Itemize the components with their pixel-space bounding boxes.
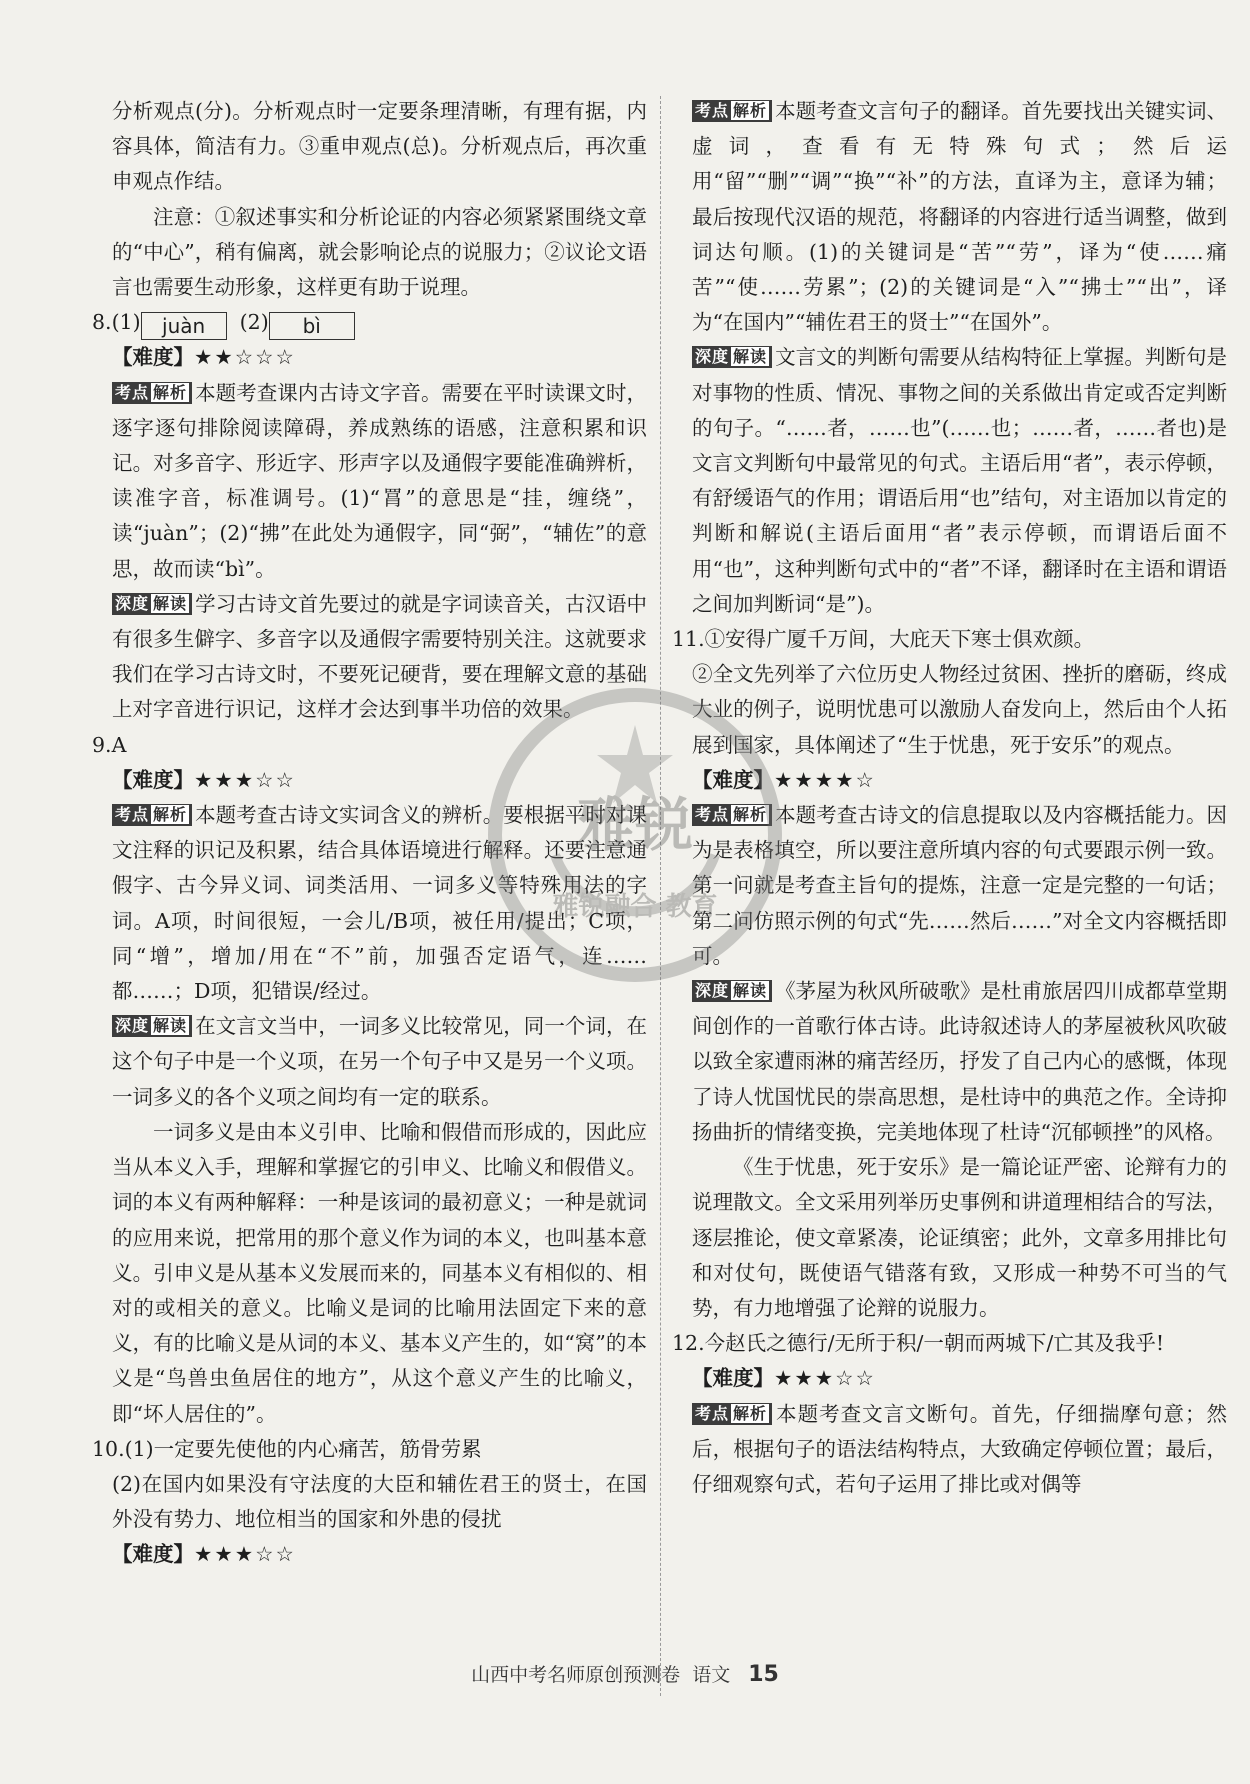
kaodian-jiexi-tag: 考点 解析 — [112, 382, 192, 404]
page-number: 15 — [748, 1662, 779, 1687]
question-number: 12. — [672, 1331, 705, 1356]
question-8-answer — [92, 305, 647, 340]
kaodian-jiexi-tag: 考点 解析 — [692, 1403, 772, 1425]
shendu-text: 文言文的判断句需要从结构特征上掌握。判断句是对事物的性质、情况、事物之间的关系做出肯定或否定判断的句子。“……者，……也”(……也；……者，……者也)是文言文判断句中最常见的句式。主语后用“者”，表示停顿，有舒缓语气的作用；谓语后用“也”结句，对主语加以肯定的判断和解说(主语后面用“者”表示停顿，而谓语后面不用“也”，这种判断句式中的“者”不译，翻译时在主语和谓语之间加判断词“是”)。 — [692, 345, 1227, 616]
shendu-jiedu-tag: 深度 解读 — [692, 980, 772, 1002]
part-label: (1) — [111, 310, 141, 335]
question-12-difficulty — [692, 1361, 1227, 1396]
kaodian-text: 本题考查古诗文的信息提取以及内容概括能力。因为是表格填空，所以要注意所填内容的句式要跟示例一致。第一问就是考查主旨句的提炼，注意一定是完整的一句话；第二问仿照示例的句式“先……然后……”对全文内容概括即可。 — [692, 803, 1227, 968]
difficulty-stars: ★★★☆☆ — [774, 1366, 876, 1391]
shendu-jiedu-tag: 深度 解读 — [112, 593, 192, 615]
question-10-answer-1 — [92, 1432, 647, 1467]
difficulty-stars: ★★★☆☆ — [194, 1542, 296, 1567]
question-10-kaodian — [692, 94, 1227, 340]
question-number: 10. — [92, 1436, 125, 1461]
difficulty-label: 【难度】 — [112, 1542, 194, 1567]
difficulty-label: 【难度】 — [692, 1366, 774, 1391]
shendu-jiedu-tag: 深度 解读 — [692, 346, 772, 368]
difficulty-stars: ★★★☆☆ — [194, 767, 296, 792]
pinyin-answer-box: juàn — [141, 312, 227, 340]
watermark-logo — [485, 685, 785, 985]
question-11-answer-1 — [672, 622, 1227, 657]
difficulty-label: 【难度】 — [112, 345, 194, 370]
svg-text:雅锐: 雅锐 — [576, 791, 694, 859]
svg-text:雅锐融合 教育: 雅锐融合 教育 — [552, 892, 718, 922]
kaodian-text: 本题考查课内古诗文字音。需要在平时读课文时，逐字逐句排除阅读障碍，养成熟练的语感，注意积累和识记。对多音字、形近字、形声字以及通假字要能准确辨析，读准字音，标准调号。(1)“罥”的意思是“挂，缠绕”，读“juàn”；(2)“拂”在此处为通假字，同“弼”，“辅佐”的意思，故而读“bì”。 — [112, 380, 647, 581]
left-paragraph-2: 注意：①叙述事实和分析论证的内容必须紧紧围绕文章的“中心”，稍有偏离，就会影响论点的说服力；②议论文语言也需要生动形象，这样更有助于说理。 — [112, 204, 647, 300]
question-11-shendu — [692, 974, 1227, 1150]
kaodian-jiexi-tag: 考点 解析 — [692, 804, 772, 826]
question-8-kaodian — [112, 376, 647, 587]
kaodian-jiexi-tag: 考点 解析 — [692, 100, 772, 122]
difficulty-label: 【难度】 — [692, 767, 774, 792]
kaodian-text: 本题考查文言文断句。首先，仔细揣摩句意；然后，根据句子的语法结构特点，大致确定停顿位置；最后，仔细观察句式，若句子运用了排比或对偶等 — [692, 1401, 1227, 1496]
shendu-text: 《茅屋为秋风所破歌》是杜甫旅居四川成都草堂期间创作的一首歌行体古诗。此诗叙述诗人的茅屋被秋风吹破以致全家遭雨淋的痛苦经历，抒发了自己内心的感慨，体现了诗人忧国忧民的崇高思想，是杜诗中的典范之作。全诗抑扬曲折的情绪变换，完美地体现了杜诗“沉郁顿挫”的风格。 — [692, 979, 1227, 1144]
shendu-jiedu-tag: 深度 解读 — [112, 1015, 192, 1037]
shendu-text: 在文言文当中，一词多义比较常见，同一个词，在这个句子中是一个义项，在另一个句子中又是另一个义项。一词多义的各个义项之间均有一定的联系。 — [112, 1014, 647, 1109]
answer-text: (1)一定要先使他的内心痛苦，筋骨劳累 — [124, 1436, 482, 1461]
kaodian-text: 本题考查文言句子的翻译。首先要找出关键实词、虚词，查看有无特殊句式；然后运用“留”“删”“调”“换”“补”的方法，直译为主，意译为辅；最后按现代汉语的规范，将翻译的内容进行适当调整，做到词达句顺。(1)的关键词是“苦”“劳”，译为“使……痛苦”“使……劳累”；(2)的关键词是“入”“拂士”“出”，译为“在国内”“辅佐君王的贤士”“在国外”。 — [692, 99, 1227, 335]
question-10-difficulty — [112, 1537, 647, 1572]
question-number: 8. — [92, 310, 112, 335]
page-footer — [0, 1660, 1250, 1687]
kaodian-text: 本题考查古诗文实词含义的辨析。要根据平时对课文注释的识记及积累，结合具体语境进行解释。还要注意通假字、古今异义词、词类活用、一词多义等特殊用法的字词。A项，时间很短，一会儿/B项，被任用/提出；C项，同“增”，增加/用在“不”前，加强否定语气，连……都……；D项，犯错误/经过。 — [112, 803, 647, 1004]
question-number: 9. — [92, 732, 112, 757]
left-paragraph-1: 分析观点(分)。分析观点时一定要条理清晰，有理有据，内容具体，简洁有力。③重申观点(总)。分析观点后，再次重申观点作结。 — [112, 99, 647, 194]
answer-text: A — [111, 732, 127, 757]
question-10-answer-2: (2)在国内如果没有守法度的大臣和辅佐君王的贤士，在国外没有势力、地位相当的国家和外患的侵扰 — [112, 1471, 647, 1532]
question-12-kaodian — [692, 1397, 1227, 1503]
question-9-shendu — [112, 1009, 647, 1115]
difficulty-stars: ★★★★☆ — [774, 767, 876, 792]
answer-text: ①安得广厦千万间，大庇天下寒士俱欢颜。 — [704, 627, 1095, 652]
footer-subject: 语文 — [692, 1664, 731, 1686]
answer-text: 今赵氏之德行/无所于积/一朝而两城下/亡其及我乎! — [704, 1331, 1165, 1356]
question-11-extra: 《生于忧患，死于安乐》是一篇论证严密、论辩有力的说理散文。全文采用列举历史事例和讲道理相结合的写法，逐层推论，使文章紧凑，论证缜密；此外，文章多用排比句和对仗句，既使语气错落有致，又形成一种势不可当的气势，有力地增强了论辩的说服力。 — [692, 1155, 1227, 1320]
question-12-answer — [672, 1326, 1227, 1361]
question-8-difficulty — [112, 340, 647, 375]
question-9-extra: 一词多义是由本义引申、比喻和假借而形成的，因此应当从本义入手，理解和掌握它的引申义、比喻义和假借义。词的本义有两种解释：一种是该词的最初意义；一种是就词的应用来说，把常用的那个意义作为词的本义，也叫基本意义。引申义是从基本义发展而来的，同基本义有相似的、相对的或相关的意义。比喻义是词的比喻用法固定下来的意义，有的比喻义是从词的本义、基本义产生的，如“窝”的本义是“鸟兽虫鱼居住的地方”，从这个意义产生的比喻义，即“坏人居住的”。 — [112, 1119, 647, 1426]
question-11-answer-2: ②全文先列举了六位历史人物经过贫困、挫折的磨砺，终成大业的例子，说明忧患可以激励人奋发向上，然后由个人拓展到国家，具体阐述了“生于忧患，死于安乐”的观点。 — [692, 662, 1227, 757]
kaodian-jiexi-tag: 考点 解析 — [112, 804, 192, 826]
part-label: (2) — [239, 310, 269, 335]
difficulty-label: 【难度】 — [112, 767, 194, 792]
shendu-text: 学习古诗文首先要过的就是字词读音关，古汉语中有很多生僻字、多音字以及通假字需要特别关注。这就要求我们在学习古诗文时，不要死记硬背，要在理解文意的基础上对字音进行识记，这样才会达到事半功倍的效果。 — [112, 591, 647, 722]
question-10-shendu — [692, 340, 1227, 622]
question-number: 11. — [672, 627, 705, 652]
footer-title: 山西中考名师原创预测卷 — [471, 1664, 681, 1686]
pinyin-answer-box: bì — [269, 312, 355, 340]
difficulty-stars: ★★☆☆☆ — [194, 345, 296, 370]
